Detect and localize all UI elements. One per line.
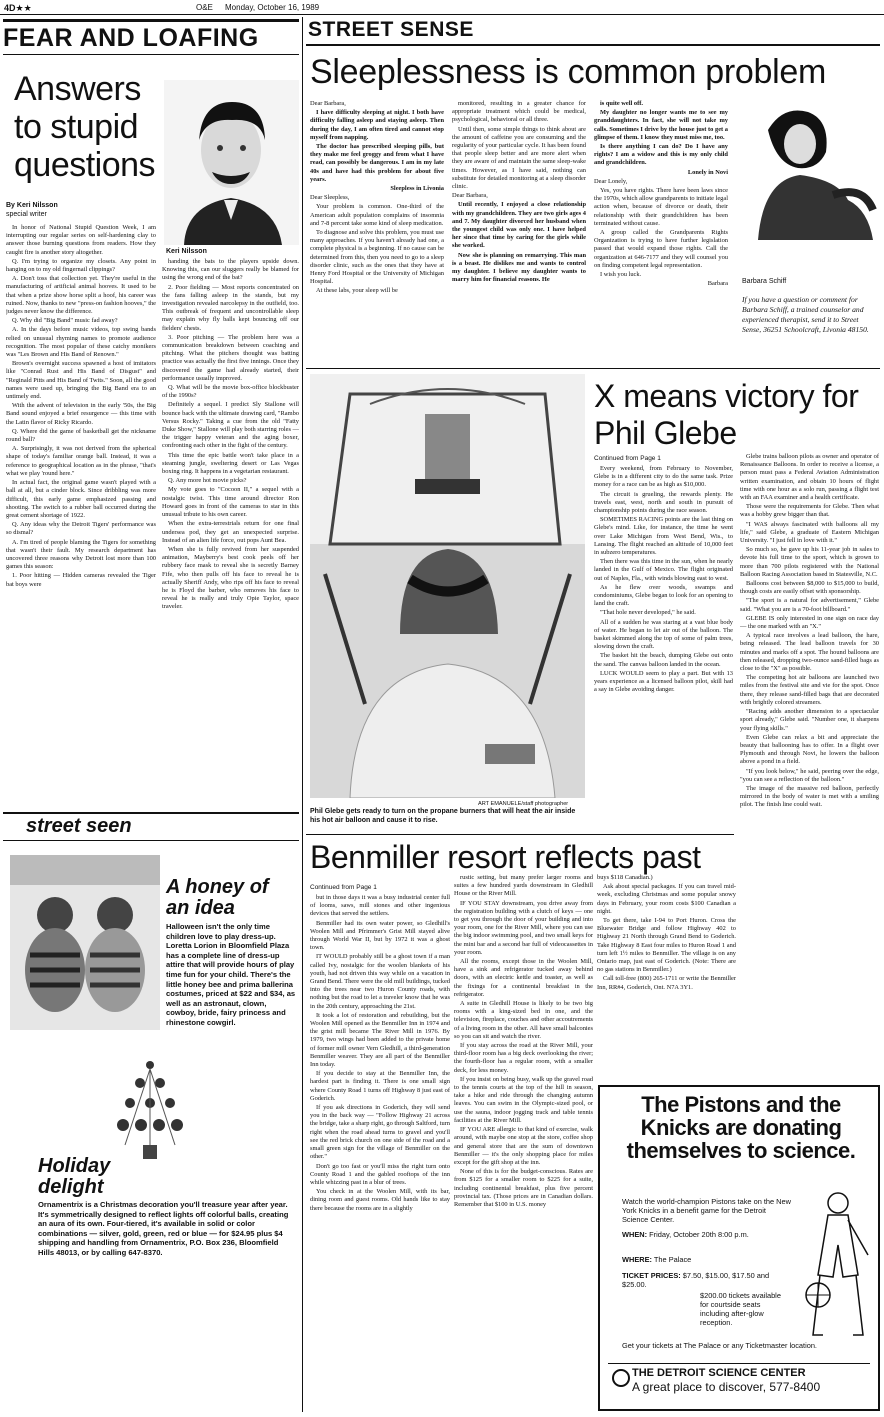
keri-nilsson-photo [164, 80, 299, 245]
bee-costume-photo [10, 855, 160, 1030]
glebe-para: A typical race involves a lead balloon, the hare, being released. The lead balloon travels for 30 minutes and marks off a spot. The hound balloons are then released, dropping two-ounce sand-filled bags as close to the "X" as possible. [740, 632, 879, 673]
bm-para: but in those days it was a busy industrial center full of looms, saws, mill stones and other ingenious devices that served the settlers. [310, 894, 450, 918]
ss-para: Dear Barbara, [452, 192, 488, 200]
glebe-para: The circuit is grueling, the rewards plenty. He travels east, west, north and south in pursuit of championship points during the race season. [594, 490, 733, 515]
glebe-continued: Continued from Page 1 [594, 455, 661, 462]
ss-para: Dear Barbara, [310, 100, 346, 107]
glebe-headline: X means victory for Phil Glebe [594, 378, 859, 451]
ss-para: Now she is planning on remarrying. This man is a beast. He dislikes me and wants to control my daughter. I believe my daughter wants to marry him for financial reasons. He [452, 251, 586, 284]
bm-para: Ask about special packages. If you can travel mid-week, excluding Christmas and some popular snowy days in February, your room costs $100 Canadian a night. [597, 883, 736, 915]
glebe-para: LUCK WOULD seem to play a part. But with 13 years experience as a licensed balloon pilot, skill had a say in Glebe avoiding danger. [594, 669, 733, 694]
benmiller-col2 [454, 874, 593, 1412]
fear-loafing-byline: By Keri Nilsson [6, 202, 58, 209]
ad-footer-title: THE DETROIT SCIENCE CENTER [632, 1367, 806, 1379]
glebe-para: "The sport is a natural for advertisement," Glebe said. "What you are is a 70-foot billboard." [740, 597, 879, 613]
barbara-schiff-caption: Barbara Schiff [742, 278, 787, 285]
column-separator [302, 17, 303, 1412]
glebe-para: Balloons cost between $8,000 to $15,000 to build, though costs are easily offset with sponsorship. [740, 580, 879, 596]
benmiller-headline: Benmiller resort reflects past [310, 839, 701, 875]
phil-glebe-photo [310, 374, 585, 798]
street-sense-col3 [594, 100, 728, 365]
bm-para: buys $118 Canadian.) [597, 874, 653, 881]
glebe-para: Then there was this time in the sun, when he nearly landed in the Gulf of Mexico. The flight originated out of Naples, Fla., with winds blowing east to west. [594, 558, 733, 582]
section-rule-left-b [3, 54, 299, 55]
fear-loafing-headline: Answers to stupid questions [14, 70, 156, 184]
ss-para: A group called the Grandparents Rights Organization is trying to have further legislation passed that would expand those rights. Call the organization at 646-7177 and they will counsel you on finding competent legal representation. [594, 229, 728, 269]
ad-body: Watch the world-champion Pistons take on the New York Knicks in a benefit game for the Detroit Science Center. [622, 1197, 791, 1224]
ss-para: The doctor has prescribed sleeping pills, but they make me feel groggy and from what I have read, can possibly be dangerous. I am in my late 40s and have had this problem for about five years. [310, 143, 444, 183]
fl-para: A. Don't toss that collection yet. They're useful in the manufacturing of artificial animal hooves. It used to be that when a prize show horse split a hoof, his career was ruined. Now, thanks to new "press-on fashion hooves," the judges never know the difference. [6, 275, 156, 316]
glebe-para: The image of the massive red balloon, perfectly mirrored in the body of water is met with a smiling pilot. The finish line could wait. [740, 784, 879, 809]
bm-para: IF YOU STAY downstream, you drive away from the registration building with a clutch of keys — one to get you through the door of your building and into your room, one for the River Mill, where you can use the big indoor swimming pool, and two small keys for the mini bar and a second bar full of videocassettes in your room. [454, 899, 593, 956]
street-sense-info: If you have a question or comment for Barbara Schiff, a trained counselor and experienced therapist, send it to Street Sense, 36251 Schoolcraft, Livonia 48150. [742, 295, 869, 334]
ss-para: Until then, some simple things to think about are the amount of caffeine you are consuming and the regularity of your particular cycle. It has been found that people sleep better and are more alert when they are aware of and maintain the same sleep-wake times. However, as I have said, nothing can substitute for detailed monitoring at a sleep disorder clinic. [452, 125, 586, 191]
fear-loafing-role: special writer [6, 211, 47, 218]
fl-para: Q. Why did "Big Band" music fad away? [12, 317, 118, 325]
section-rule-left [3, 19, 299, 22]
pistons-ad [598, 1085, 880, 1411]
masthead-rule [0, 14, 884, 15]
honey-title: A honey of an idea [166, 876, 269, 919]
street-sense-bottom-rule [306, 368, 880, 369]
ad-get-tickets: Get your tickets at The Palace or any Ticketmaster location. [622, 1341, 817, 1350]
glebe-para: Glebe trains balloon pilots as owner and operator of Renaissance Balloons. In order to receive a license, a person must pass a Federal Aviation Administration written examination, and obtain 10 hours of flight time with one hour as a solo run, passing a flight test with an FAA examiner and a health certificate. [740, 453, 879, 502]
street-sense-col2 [452, 100, 586, 365]
keri-nilsson-caption: Keri Nilsson [166, 248, 207, 255]
ss-para: Is there anything I can do? Do I have any rights? I am a widow and this is my only child and grandchildren. [594, 143, 728, 167]
ss-para: I wish you luck. [600, 271, 642, 279]
fl-para: Q. What will be the movie box-office blockbuster of the 1990s? [162, 384, 299, 400]
bm-para: It took a lot of restoration and rebuilding, but the Woolen Mill opened as the Benmiller Inn in 1974 and the grist mill became The River Mill in 1976. By 1979, two wings had been added to the private home of former mill owner Vern Gledhill, a third-generation Benmiller weaver. They are all part of the Benmiller Inn today. [310, 1011, 450, 1069]
bm-para: All the rooms, except those in the Woolen Mill, have a sink and refrigerator tucked away behind doors, with an electric kettle and toaster, as well as the fixings for a continental breakfast in the refrigerator. [454, 958, 593, 998]
ad-tickets-note: $200.00 tickets available for courtside seats including after-glow reception. [700, 1291, 781, 1327]
glebe-photo-credit: ART EMANUELE/staff photographer [478, 801, 569, 807]
street-seen-section-title: street seen [26, 815, 132, 837]
bm-para: You check in at the Woolen Mill, with its bar, dining room and guest rooms. Old hands like to stay there because the rooms are in a slightly [310, 1188, 450, 1212]
fl-para: A. In the days before music videos, top swing bands relied on unusual rhyming names to promote audience recognition. The most popular of these catchy monikers was "Les Brown and His Band of Renown." [6, 326, 156, 359]
fl-para: A. Surprisingly, it was not derived from the spherical shape of today's familiar orange ball. Instead, it was a reference to geographical location as in the phrase, "that's what we play 'round here." [6, 445, 156, 477]
street-seen-rule-b [3, 840, 299, 841]
ad-tickets-value: $7.50, $15.00, $17.50 and $25.00. [622, 1271, 770, 1289]
ss-para: Dear Lonely, [594, 177, 628, 185]
ad-where-value: The Palace [653, 1255, 692, 1264]
glebe-para: "Racing adds another dimension to a spectacular sport already," Glebe said. "Number one, it sharpens your flying skills." [740, 708, 879, 732]
fl-para: With the advent of television in the early '50s, the Big Band sound enjoyed a brief resurgence — this time with the Latin flavor of Ricky Ricardo. [6, 402, 156, 426]
ornament-photo [95, 1055, 205, 1165]
benmiller-col3 [597, 874, 736, 1079]
bm-para: IF YOU ARE allergic to that kind of exercise, walk around, with maybe one stop at the store, coffee shop and general store that are the sum of downtown Benmiller — it's the only shopping place for miles except for the gift shop at the inn. [454, 1126, 593, 1166]
fl-para: 2. Poor fielding — Most reports concentrated on the fans falling asleep in the stands, but my investigation revealed narcolepsy in the outfield, too. This outbreak of frequent and uncontrollable sleep may explain why fly balls kept bouncing off our fielders' chests. [162, 283, 299, 332]
bm-para: If you insist on being busy, walk up the gravel road to the tennis courts at the top of the hill in season, take a hike and ride through the changing autumn leaves. You can swim in the Olympic-sized pool, or use the sauna, indoor jogging track and table tennis facilities at the River Mill. [454, 1075, 593, 1124]
glebe-para: The basket hit the beach, dumping Glebe out onto the sand. The canvas balloon landed in the ocean. [594, 652, 733, 668]
fl-para: Q. Any ideas why the Detroit Tigers' performance was so dismal? [6, 521, 156, 537]
paper-name: O&E [196, 3, 213, 12]
ad-when-value: Friday, October 20th 8:00 p.m. [649, 1230, 749, 1239]
ss-para: To diagnose and solve this problem, you must use many approaches. If you haven't already had one, a complete physical is a beginning. If no cause can be determined from this, then you need to go to a sleep disorder clinic, such as the ones that they have at Henry Ford Hospital or the University of Michigan Hospital. [310, 229, 444, 286]
ss-para: is quite well off. [600, 100, 643, 107]
glebe-para: "If you look below," he said, peering over the edge, "you can see a reflection of the balloon." [740, 767, 879, 783]
street-sense-col1 [310, 100, 444, 365]
bm-para: If you decide to stay at the Benmiller Inn, the hardest part is finding it. There is one small sign where County Road 1 turns off Highway 8 just east of Goderich. [310, 1070, 450, 1102]
ad-when [622, 1230, 792, 1239]
street-sense-section-title: STREET SENSE [308, 18, 474, 41]
fl-para: When the extra-terrestrials return for one final undersea pod, they get an unexpected surprise. Instead of an alien life force, out pops Aunt Bea. [162, 520, 299, 544]
glebe-para: SOMETIMES RACING points are the last thing on Glebe's mind. Like, for instance, the time he went over Lake Michigan from West Bend, Wis., to Lansing. The flight reached an altitude of 10,000 feet in subzero temperatures. [594, 516, 733, 557]
fl-para: Q. Where did the game of basketball get the nickname round ball? [6, 427, 156, 444]
glebe-para: The competing hot air balloons are launched two miles from the festival site and vie for the spot. Once there, they release sand-filled bags that are decorated with brightly colored streamers. [740, 674, 879, 706]
fl-para: 3. Poor pitching — The problem here was a communication breakdown between coaching and pitching. What the pitchers thought was batting practice was actually the first five innings. Once they discovered the game had already started, their performance usually improved. [162, 333, 299, 382]
bm-para: IT WOULD probably still be a ghost town if a man called Ivy, nostalgic for the woolen blankets of his youth, had not driven this way while on a vacation in Grand Bend. There were the old mill buildings, tucked into the trees near two Huron County roads, with nothing but the road to let a traveler know that he was in the 20th century, approaching the 21st. [310, 953, 450, 1010]
ad-headline: The Pistons and the Knicks are donating themselves to science. [626, 1092, 856, 1163]
holiday-title: Holiday delight [38, 1155, 111, 1198]
benmiller-col1 [310, 894, 450, 1412]
ad-where [622, 1255, 792, 1264]
glebe-photo-caption: Phil Glebe gets ready to turn on the propane burners that will heat the air inside his hot air balloon and cause it to rise. [310, 808, 576, 824]
ad-when-label: WHEN: [622, 1230, 648, 1239]
fl-para: Brown's overnight success spawned a host of imitators like "Conrad Rust and His Band of Disgust" and "Reginald Pitts and His Band of Twits." Soon, all the good names were used up, bringing the Big Band era to an untimely end. [6, 360, 156, 401]
fl-para: In actual fact, the original game wasn't played with a ball at all, but a cinder block. Since dribbling was more difficult, this early game emphasized passing and shooting. The switch to a rubber ball occurred during the great cement shortage of 1922. [6, 479, 156, 519]
bm-para: None of this is for the budget-conscious. Rates are from $125 for a smaller room to $225 for a suite, including continental breakfast, plus five percent provincial tax. (Those prices are in Canadian dollars. Remember that $100 in U.S. money [454, 1168, 593, 1208]
fl-para: Q. I'm trying to organize my closets. Any point in hanging on to my old fingernail clippings? [6, 257, 156, 274]
ss-para: Until recently, I enjoyed a close relationship with my grandchildren. They are two girls ages 4 and 7. My daughter divorced her husband when the youngest child was only one. I have helped her since that time by caring for the girls while she worked. [452, 201, 586, 250]
ss-para: I have difficulty sleeping at night. I both have difficulty falling asleep and staying asleep. Then during the day, I am often tired and cannot stop myself from napping. [310, 109, 444, 141]
ad-footer-sub: A great place to discover, 577-8400 [632, 1380, 821, 1394]
ad-where-label: WHERE: [622, 1255, 652, 1264]
street-sense-rule [306, 44, 880, 46]
fl-para: 1. Poor hitting — Hidden cameras revealed the Tiger bat boys were [6, 572, 156, 588]
holiday-body: Ornamentrix is a Christmas decoration you'll treasure year after year. It's symmetrically designed to reflect lights off colorful balls, creating an aura of its own. Four-tiered, it's available in solid or color combinations — silver, gold, green, red or blue — for $24.95 plus $4 shipping and handling from Ornamentrix, P.O. Box 236, Bloomfield Hills 48013, or by calling 647-8370. [38, 1200, 289, 1257]
glebe-para: "That hole never developed," he said. [600, 609, 696, 617]
ss-para: My daughter no longer wants me to see my granddaughters. In fact, she will not take my calls. Sometimes I drive by the house just to get a glimpse of them. I know they must miss me, too. [594, 109, 728, 141]
ad-tickets-label: TICKET PRICES: [622, 1271, 681, 1280]
benmiller-rule [306, 834, 734, 835]
ad-tickets [622, 1271, 792, 1289]
ad-footer-rule [608, 1363, 870, 1364]
glebe-para: As he flew over woods, swamps and condominiums, Glebe began to look for an opening to land the craft. [594, 583, 733, 608]
bm-para: To get there, take I-94 to Port Huron. Cross the Bluewater Bridge and follow Highway 402 to Highway 21 North through Grand Bend to Goderich. Take Highway 8 East four miles to Huron Road 1 and turn left 1½ miles to Benmiller. The village is on any Ontario map, just east of Goderich. (Note: There are no gas stations in Benmiller.) [597, 917, 736, 974]
bm-para: A suite in Gledhill House is likely to be two big rooms with a king-sized bed in one, and the television, fireplace, couches and other accoutrements of a living room in the other. All have small balconies so you can sit and watch the river. [454, 1000, 593, 1040]
fear-loafing-section-title: FEAR AND LOAFING [3, 24, 259, 52]
glebe-col2 [740, 453, 879, 1053]
glebe-para: All of a sudden he was staring at a vast blue body of water. He began to let air out of the balloon. The basket skimmed along the top of some of palm trees, slowing down the craft. [594, 618, 733, 651]
street-sense-headline: Sleeplessness is common problem [310, 53, 827, 91]
bm-para: Don't go too fast or you'll miss the right turn onto County Road 1 and the gabled rooftops of the inn while whizzing past in a blur of trees. [310, 1162, 450, 1186]
fl-para: handing the bats to the players upside down. Knowing this, can our sluggers really be blamed for using the wrong end of the bat? [162, 258, 299, 282]
fl-para: In honor of National Stupid Question Week, I am interrupting our regular series on self-hardening clay to answer those burning questions from readers. How they caught fire is another story altogether. [6, 224, 156, 256]
ss-para: Yes, you have rights. There have been laws since the 1970s, which allow grandparents to initiate legal action when, because of divorce or death, their relationship with their grandchildren has been terminated without cause. [594, 187, 728, 227]
ss-para: Your problem is common. One-third of the American adult population complains of insomnia and 7-8 percent take some kind of sleep medication. [310, 203, 444, 227]
fl-para: When she is fully revived from her suspended animation, Mayberry's best cook peels off her rubbery face mask to reveal she is secretly Barney Fife, who then pulls off his face to reveal he is actually Sheriff Andy, who rips off his face to reveal he is Floyd the barber, who removes his face to reveal he is really and truly Opie Taylor, space traveler. [162, 545, 299, 611]
ss-signoff: Sleepless in Livonia [390, 185, 444, 193]
glebe-para: Every weekend, from February to November, Glebe is in a different city to do the same task. Prize money for a race can be as high as $10,000. [594, 465, 733, 489]
fl-para: Q. Any more hot movie picks? [168, 477, 247, 485]
glebe-para: GLEBE IS only interested in one sign on race day — the one marked with an "X." [740, 614, 879, 631]
fl-para: This time the epic battle won't take place in a steaming jungle, sweltering desert or Las Vegas boxing ring. It happens in a vegetarian restaurant. [162, 451, 299, 476]
ss-signoff: Lonely in Novi [687, 168, 728, 176]
fear-loafing-col2 [162, 258, 299, 803]
page-number: 4D★★ [4, 3, 32, 13]
glebe-para: Even Glebe can relax a bit and appreciate the beauty that ballooning has to offer. In a flight over Plymouth and through Novi, he lowers the balloon above a pond in a field. [740, 733, 879, 766]
fl-para: Definitely a sequel. I predict Sly Stallone will bounce back with the ultimate drawing card, "Rambo Versus Rocky." Taking a cue from the old "Fatty Duke Show," Stallone will play both starring roles — the trigger happy veteran and the aging boxer, confronting each other in the fight of the century. [162, 401, 299, 450]
issue-date: Monday, October 16, 1989 [225, 3, 320, 12]
ss-para: At these labs, your sleep will be [316, 287, 398, 295]
benmiller-continued: Continued from Page 1 [310, 884, 377, 891]
barbara-schiff-photo [738, 100, 878, 240]
bm-para: If you stay across the road at the River Mill, your third-floor room has a big deck overlooking the river; the fourth-floor has a regular room, with a smaller deck, for less money. [454, 1042, 593, 1074]
bm-para: Benmiller had its own water power, so Gledhill's Woolen Mill and Pfrimmer's Grist Mill stayed alive through World War II, but by 1972 it was a ghost town. [310, 919, 450, 952]
glebe-para: So much so, he gave up his 11-year job in sales to devote his full time to the sport, which is grown to more than 700 pilots registered with the National Balloon Racing Association based in Statesville, N.C. [740, 546, 879, 578]
science-center-logo [612, 1369, 630, 1387]
fl-para: A. I'm tired of people blaming the Tigers for something that wasn't their fault. My research department has uncovered three reasons why Detroit lost more than 100 games this season: [6, 538, 156, 571]
glebe-col1 [594, 465, 733, 855]
bm-para: If you ask directions in Goderich, they will send you in the back way — "Follow Highway 21 across the bridge, take a sharp right, go through Saltford, turn right when the road ahead turns to gravel and you'll see the red brick church on one side of the road and a small green sign for the village of Benmiller on the other." [310, 1104, 450, 1161]
ss-para: Dear Sleepless, [310, 194, 350, 202]
bm-para: Call toll-free (800) 265-1711 or write the Benmiller Inn, RR#4, Goderich, Ont. N7A 3Y1. [597, 975, 736, 991]
glebe-para: Those were the requirements for Glebe. Then what was a hobby grew bigger than that. [740, 503, 879, 519]
glebe-para: "I WAS always fascinated with balloons all my life," said Glebe, a graduate of Eastern Michigan University. "I just fell in love with it." [740, 520, 879, 545]
honey-body: Halloween isn't the only time children love to play dress-up. Loretta Lorion in Bloomfield Plaza has a complete line of dress-up attire that will provide hours of play time fun for your child. There's the little honey bee and prima ballerina costumes, priced at $22 and $34, as well as an astronaut, clown, cowboy, bride, fairy princess and rhinestone cowgirl. [166, 922, 296, 1027]
bm-para: rustic setting, but many prefer larger rooms and suites a few hundred yards downstream in Gledhill House or the River Mill. [454, 874, 593, 898]
ss-signoff: Barbara [707, 280, 728, 288]
ss-para: monitored, resulting in a greater chance for appropriate treatment which could be medical, psychological, behavioral or all three. [452, 100, 586, 124]
fl-para: My vote goes to "Cocoon II," a sequel with a nostalgic twist. This time around director Ron Howard goes in front of the cameras to star in this unusual tribute to his own career. [162, 486, 299, 519]
